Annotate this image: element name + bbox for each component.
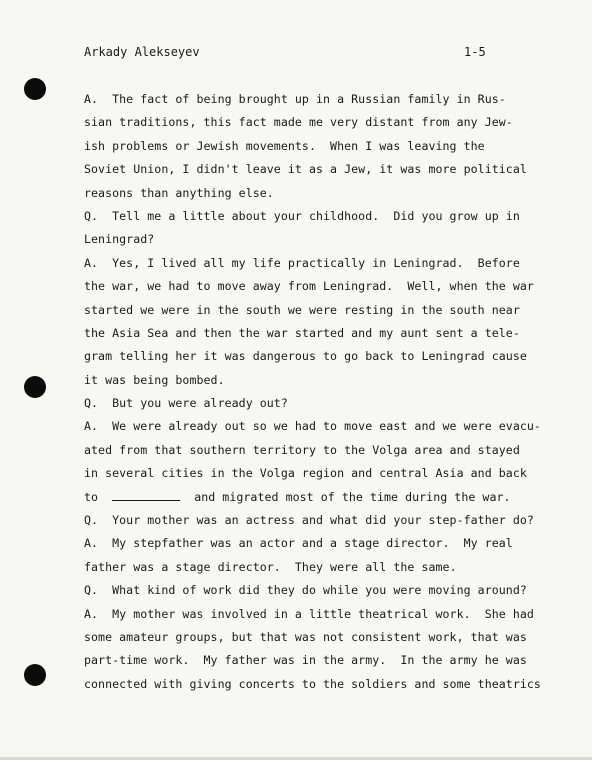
text-line: ish problems or Jewish movements. When I was leaving the: [84, 138, 485, 153]
text-line: sian traditions, this fact made me very distant from any Jew-: [84, 115, 513, 130]
text-line: ated from that southern territory to the Volga area and stayed: [84, 442, 520, 457]
text-line: Leningrad?: [84, 232, 155, 247]
text-line: Q. Your mother was an actress and what did your step-father do?: [84, 513, 534, 528]
text-line: father was a stage director. They were all the same.: [84, 559, 457, 574]
text-line: part-time work. My father was in the army. In the army he was: [84, 653, 527, 668]
page-number: 1-5: [464, 45, 486, 59]
punch-hole: [24, 78, 46, 100]
punch-hole: [24, 664, 46, 686]
blank-underline: [112, 488, 180, 501]
line-prefix: to: [84, 489, 99, 504]
text-line: A. My mother was involved in a little theatrical work. She had: [84, 606, 534, 621]
text-line: in several cities in the Volga region and central Asia and back: [84, 466, 527, 481]
text-line: A. My stepfather was an actor and a stage director. My real: [84, 536, 513, 551]
text-line: A. We were already out so we had to move east and we were evacu-: [84, 419, 541, 434]
text-line: reasons than anything else.: [84, 185, 274, 200]
text-line: some amateur groups, but that was not consistent work, that was: [84, 629, 527, 644]
text-line: the Asia Sea and then the war started and my aunt sent a tele-: [84, 325, 520, 340]
text-line: A. The fact of being brought up in a Russian family in Rus-: [84, 92, 506, 106]
text-line: Q. What kind of work did they do while you were moving around?: [84, 583, 527, 598]
text-line: Q. But you were already out?: [84, 396, 288, 411]
text-line: it was being bombed.: [84, 372, 225, 387]
punch-hole: [24, 376, 46, 398]
text-line: Q. Tell me a little about your childhood. Did you grow up in: [84, 208, 520, 223]
text-line: the war, we had to move away from Leningrad. Well, when the war: [84, 279, 534, 294]
header-name: Arkady Alekseyev: [84, 45, 200, 59]
text-line: A. Yes, I lived all my life practically in Leningrad. Before: [84, 255, 520, 270]
text-line: gram telling her it was dangerous to go back to Leningrad cause: [84, 349, 527, 364]
text-line: started we were in the south we were resting in the south near: [84, 302, 520, 317]
text-line: Soviet Union, I didn't leave it as a Jew, it was more political: [84, 162, 527, 177]
line-suffix: and migrated most of the time during the war.: [194, 489, 511, 504]
transcript-body: [84, 88, 541, 696]
text-line-with-blank: [84, 486, 534, 509]
text-line: connected with giving concerts to the soldiers and some theatrics: [84, 676, 541, 691]
